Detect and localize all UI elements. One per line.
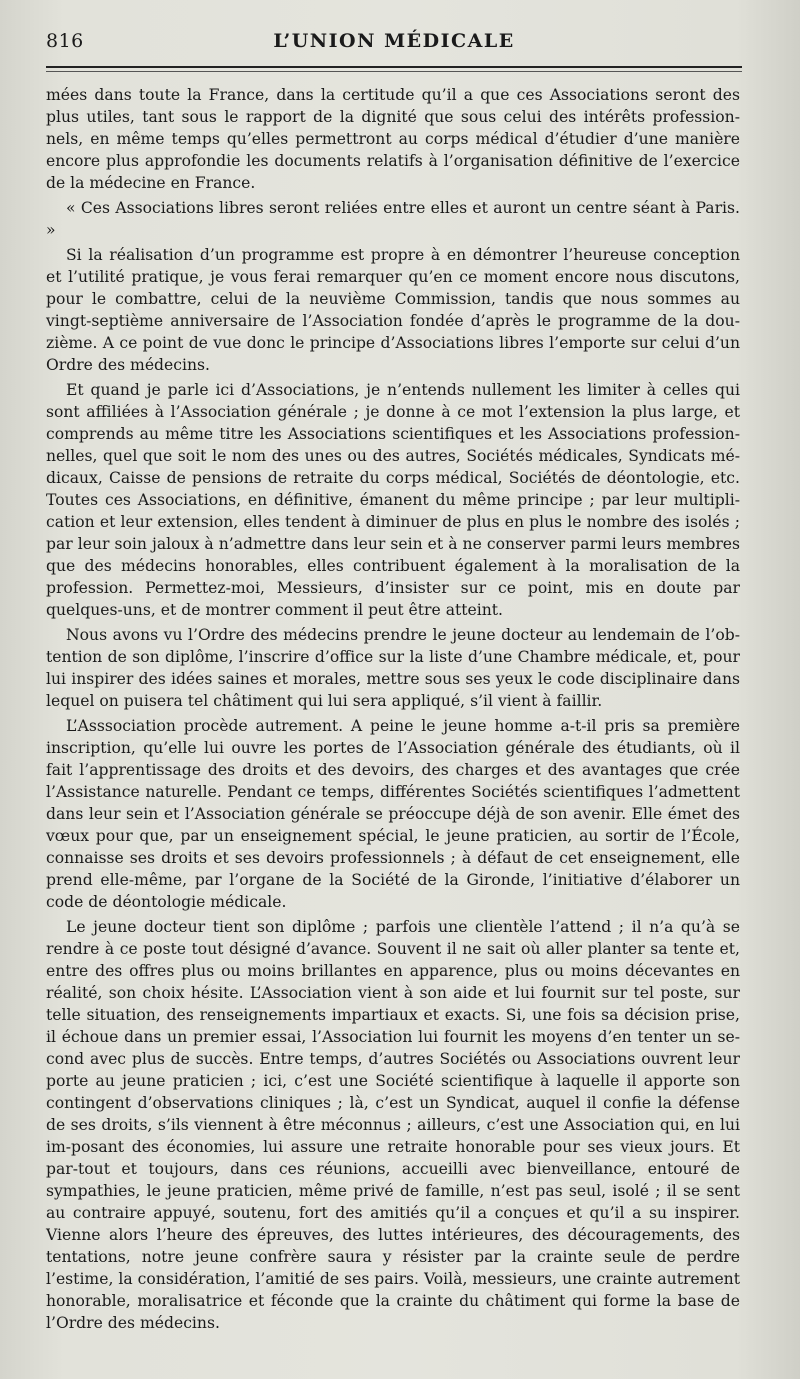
paragraph-quote: « Ces Associations libres seront reliées entre elles et auront un centre séant à Paris. »: [46, 199, 740, 239]
paragraph: L’Asssociation procède autrement. A peine le jeune homme a-t-il pris sa première inscription, qu’elle lui ouvre les portes de l’Association générale des étudiants, où il fait l’apprentissage des droits et des devoirs, des charges et des avantages que crée l’Assistance naturelle. Pendant ce temps, différentes Sociétés scientifiques l’admettent dans leur sein et l’Association générale se préoccupe déjà de son avenir. Elle émet des vœux pour que, par un enseignement spécial, le jeune praticien, au sortir de l’École, connaisse ses droits et ses devoirs professionnels ; à défaut de cet enseignement, elle prend elle-même, par l’organe de la Société de la Gironde, l’initiative d’élaborer un code de déontologie médicale.: [46, 717, 740, 911]
paragraph: Si la réalisation d’un programme est propre à en démontrer l’heureuse conception et l’utilité pratique, je vous ferai remarquer qu’en ce moment encore nous discutons, pour le combattre, celui de la neuvième Commission, tandis que nous sommes au vingt-septième anniversaire de l’Association fondée d’après le programme de la dou-zième. A ce point de vue donc le principe d’Associations libres l’emporte sur celui d’un Ordre des médecins.: [46, 246, 740, 374]
running-title: L’UNION MÉDICALE: [273, 30, 515, 52]
header-rule-thin: [46, 71, 742, 72]
paragraph: Nous avons vu l’Ordre des médecins prendre le jeune docteur au lendemain de l’ob-tention de son diplôme, l’inscrire d’office sur la liste d’une Chambre médicale, et, pour lui inspirer des idées saines et morales, mettre sous ses yeux le code disciplinaire dans lequel on puisera tel châtiment qui lui sera appliqué, s’il vient à faillir.: [46, 626, 740, 710]
paragraph-continued: mées dans toute la France, dans la certitude qu’il a que ces Associations seront des plus utiles, tant sous le rapport de la dignité que sous celui des intérêts profession-nels, en même temps qu’elles permettront au corps médical d’étudier d’une manière encore plus approfondie les documents relatifs à l’organisation définitive de l’exercice de la médecine en France.: [46, 86, 740, 192]
body-text: [46, 84, 740, 1334]
paragraph: Le jeune docteur tient son diplôme ; parfois une clientèle l’attend ; il n’a qu’à se rendre à ce poste tout désigné d’avance. Souvent il ne sait où aller planter sa tente et, entre des offres plus ou moins brillantes en apparence, plus ou moins décevantes en réalité, son choix hésite. L’Association vient à son aide et lui fournit sur tel poste, sur telle situation, des renseignements impartiaux et exacts. Si, une fois sa décision prise, il échoue dans un premier essai, l’Association lui fournit les moyens d’en tenter un se-cond avec plus de succès. Entre temps, d’autres Sociétés ou Associations ouvrent leur porte au jeune praticien ; ici, c’est une Société scientifique à laquelle il apporte son contingent d’observations cliniques ; là, c’est un Syndicat, auquel il confie la défense de ses droits, s’ils viennent à être méconnus ; ailleurs, c’est une Association qui, en lui im-posant des économies, lui assure une retraite honorable pour ses vieux jours. Et par-tout et toujours, dans ces réunions, accueilli avec bienveillance, entouré de sympathies, le jeune praticien, même privé de famille, n’est pas seul, isolé ; il se sent au contraire appuyé, soutenu, fort des amitiés qu’il a conçues et qu’il a su inspirer. Vienne alors l’heure des épreuves, des luttes intérieures, des découragements, des tentations, notre jeune confrère saura y résister par la crainte seule de perdre l’estime, la considération, l’amitié de ses pairs. Voilà, messieurs, une crainte autrement honorable, moralisatrice et féconde que la crainte du châtiment qui forme la base de l’Ordre des médecins.: [46, 918, 740, 1332]
header-rule: [46, 66, 742, 68]
page-number: 816: [46, 30, 84, 52]
page-header: [46, 30, 742, 58]
paragraph: Et quand je parle ici d’Associations, je n’entends nullement les limiter à celles qui sont affiliées à l’Association générale ; je donne à ce mot l’extension la plus large, et comprends au même titre les Associations scientifiques et les Associations profession-nelles, quel que soit le nom des unes ou des autres, Sociétés médicales, Syndicats mé-dicaux, Caisse de pensions de retraite du corps médical, Sociétés de déontologie, etc. Toutes ces Associations, en définitive, émanent du même principe ; par leur multipli-cation et leur extension, elles tendent à diminuer de plus en plus le nombre des isolés ; par leur soin jaloux à n’admettre dans leur sein et à ne conserver parmi leurs membres que des médecins honorables, elles contribuent également à la moralisation de la profession. Permettez-moi, Messieurs, d’insister sur ce point, mis en doute par quelques-uns, et de montrer comment il peut être atteint.: [46, 381, 740, 619]
